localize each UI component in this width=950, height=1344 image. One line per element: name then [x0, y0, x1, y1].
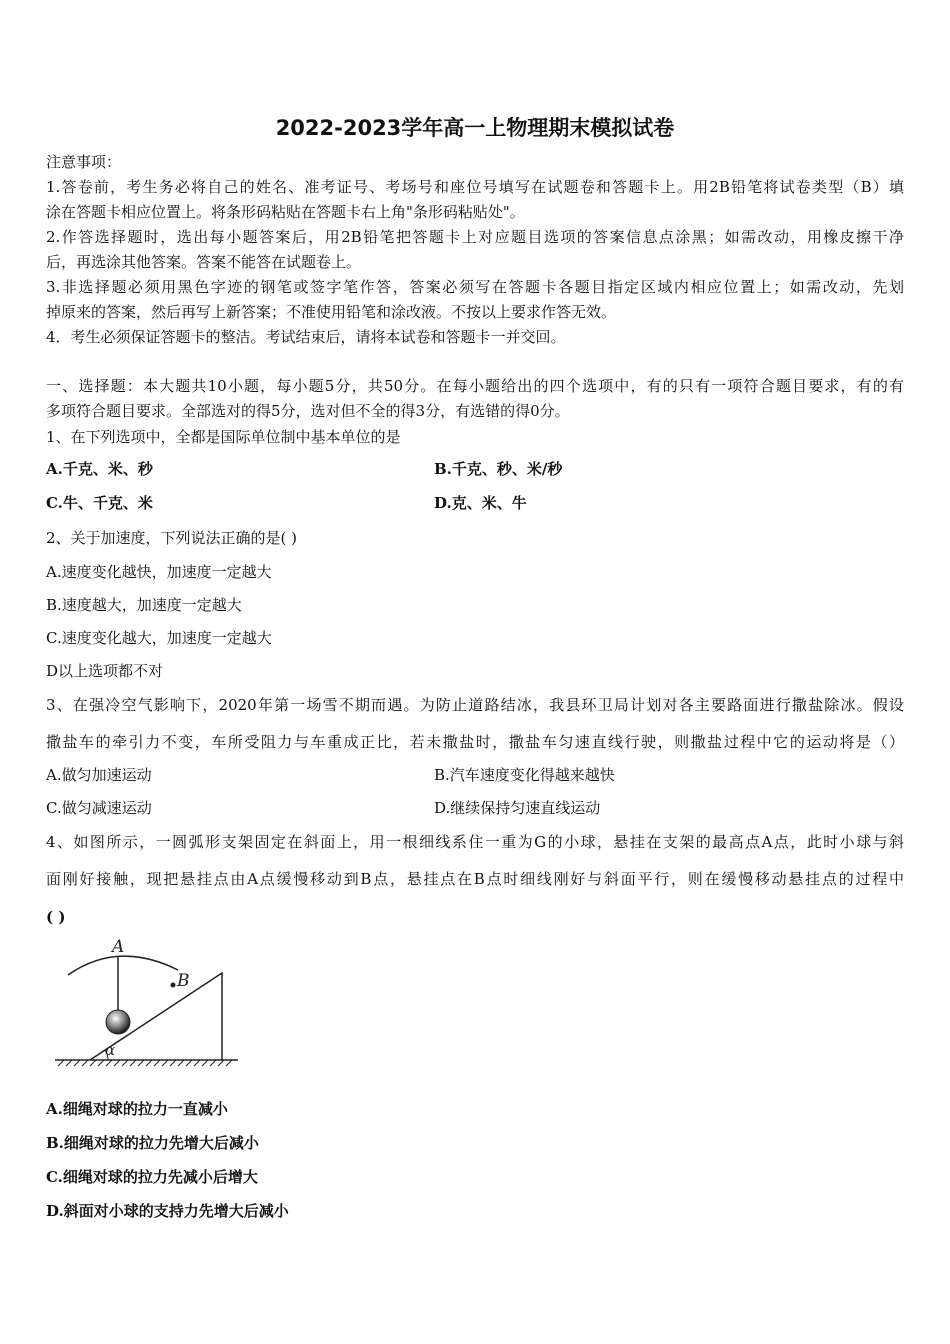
- q3-stem-line-1: 3、在强冷空气影响下，2020年第一场雪不期而遇。为防止道路结冰，我县环卫局计划对各主要路面进行撒盐除冰。假设: [46, 696, 904, 714]
- q2-option-d: D以上选项都不对: [46, 662, 164, 680]
- point-b-dot: [171, 983, 176, 988]
- q3-stem-line-2: 撒盐车的牵引力不变，车所受阻力与车重成正比，若未撒盐时，撒盐车匀速直线行驶，则撒盐过程中它的运动将是（）: [46, 733, 904, 751]
- q1-option-d: D.克、米、牛: [434, 494, 527, 512]
- q2-option-a: A.速度变化越快，加速度一定越大: [46, 563, 272, 581]
- q1-option-c: C.牛、千克、米: [46, 494, 153, 512]
- notice-line-6: 掉原来的答案，然后再写上新答案；不准使用铅笔和涂改液。不按以上要求作答无效。: [46, 303, 617, 321]
- q1-option-b: B.千克、秒、米/秒: [434, 460, 563, 478]
- ball: [106, 1010, 130, 1034]
- q3-option-b: B.汽车速度变化得越来越快: [434, 766, 615, 784]
- ground-hatching: [58, 1060, 232, 1066]
- notice-line-5: 3.非选择题必须用黑色字迹的钢笔或签字笔作答，答案必须写在答题卡各题目指定区域内相应位置上；如需改动，先划: [46, 278, 904, 296]
- notice-line-3: 2.作答选择题时，选出每小题答案后，用2B铅笔把答题卡上对应题目选项的答案信息点涂黑；如需改动，用橡皮擦干净: [46, 228, 904, 246]
- label-alpha: α: [105, 1041, 116, 1059]
- q4-option-b: B.细绳对球的拉力先增大后减小: [46, 1134, 259, 1152]
- notice-line-4: 后，再选涂其他答案。答案不能答在试题卷上。: [46, 253, 362, 271]
- q1-stem: 1、在下列选项中，全都是国际单位制中基本单位的是: [46, 428, 401, 446]
- notice-line-1: 1.答卷前，考生务必将自己的姓名、准考证号、考场号和座位号填写在试题卷和答题卡上。用2B铅笔将试卷类型（B）填: [46, 178, 904, 196]
- support-arc: [68, 956, 178, 975]
- q3-option-a: A.做匀加速运动: [46, 766, 152, 784]
- q2-stem: 2、关于加速度，下列说法正确的是( ): [46, 529, 298, 547]
- q2-option-b: B.速度越大，加速度一定越大: [46, 596, 242, 614]
- q4-stem-line-3: ( ): [46, 908, 66, 926]
- label-b: B: [177, 971, 190, 991]
- label-a: A: [112, 937, 125, 957]
- notice-heading: 注意事项：: [46, 153, 122, 171]
- q4-option-d: D.斜面对小球的支持力先增大后减小: [46, 1202, 289, 1220]
- q4-stem-line-1: 4、如图所示，一圆弧形支架固定在斜面上，用一根细线系住一重为G的小球，悬挂在支架的最高点A点，此时小球与斜: [46, 833, 904, 851]
- exam-title: 2022-2023学年高一上物理期末模拟试卷: [275, 116, 675, 140]
- section1-intro-line-1: 一、选择题：本大题共10小题，每小题5分，共50分。在每小题给出的四个选项中，有的只有一项符合题目要求，有的有: [46, 377, 904, 395]
- notice-line-7: 4．考生必须保证答题卡的整洁。考试结束后，请将本试卷和答题卡一并交回。: [46, 328, 566, 346]
- q2-option-c: C.速度变化越大，加速度一定越大: [46, 629, 272, 647]
- q4-option-c: C.细绳对球的拉力先减小后增大: [46, 1168, 258, 1186]
- q4-stem-line-2: 面刚好接触，现把悬挂点由A点缓慢移动到B点，悬挂点在B点时细线刚好与斜面平行，则在缓慢移动悬挂点的过程中: [46, 870, 904, 888]
- q4-option-a: A.细绳对球的拉力一直减小: [46, 1100, 228, 1118]
- q4-figure: [50, 930, 250, 1070]
- q1-option-a: A.千克、米、秒: [46, 460, 153, 478]
- notice-line-2: 涂在答题卡相应位置上。将条形码粘贴在答题卡右上角"条形码粘贴处"。: [46, 203, 525, 221]
- q3-option-d: D.继续保持匀速直线运动: [434, 799, 601, 817]
- q3-option-c: C.做匀减速运动: [46, 799, 152, 817]
- section1-intro-line-2: 多项符合题目要求。全部选对的得5分，选对但不全的得3分，有选错的得0分。: [46, 402, 570, 420]
